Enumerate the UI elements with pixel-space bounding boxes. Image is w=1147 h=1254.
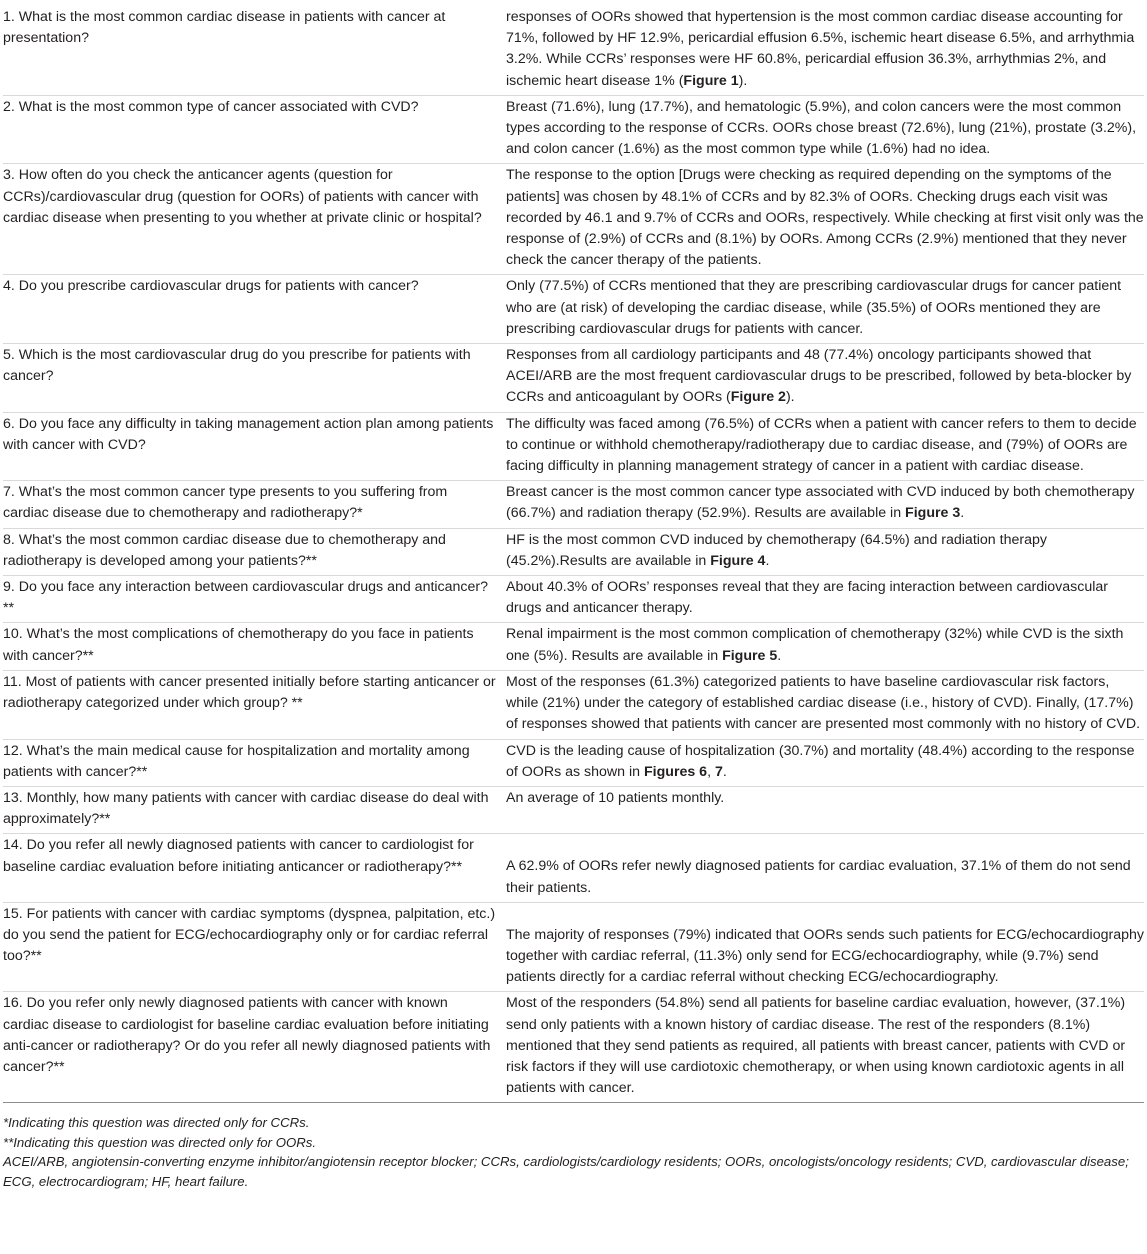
answer-text: CVD is the leading cause of hospitalization (30.7%) and mortality (48.4%) according to the response of OORs as shown in (506, 742, 1135, 780)
answer-cell (506, 670, 1144, 739)
table-row (3, 481, 1144, 528)
footnote-double-star: **Indicating this question was directed only for OORs. (3, 1134, 316, 1150)
answer-text: Renal impairment is the most common complication of chemotherapy (32%) while CVD is the sixth one (5%). Results are available in (506, 626, 1124, 664)
answer-text: responses of OORs showed that hypertension is the most common cardiac disease accounting for 71%, followed by HF 12.9%, pericardial effusion 6.5%, ischemic heart disease 6.5%, and arrhythmia 3.2%. While CCRs’ responses were HF 60.8%, pericardial effusion 36.3%, arrhythmias 2%, and ischemic heart disease 1% ( (506, 9, 1135, 89)
answer-cell (506, 164, 1144, 275)
table-row (3, 992, 1144, 1103)
question-cell: 6. Do you face any difficulty in taking management action plan among patients with cancer with CVD? (3, 415, 494, 453)
answer-text: About 40.3% of OORs’ responses reveal that they are facing interaction between cardiovascular drugs and anticancer therapy. (506, 579, 1108, 617)
table-row (3, 275, 1144, 344)
answer-cell (506, 576, 1144, 623)
question-cell: 15. For patients with cancer with cardiac symptoms (dyspnea, palpitation, etc.) do you send the patient for ECG/echocardiography only or for cardiac referral too?** (3, 905, 496, 965)
answer-text: Breast (71.6%), lung (17.7%), and hematologic (5.9%), and colon cancers were the most common types according to the response of CCRs. OORs chose breast (72.6%), lung (21%), prostate (3.2%), and colon cancer (1.6%) as the most common type while (1.6%) had no idea. (506, 98, 1137, 158)
figure-reference: Figure 3 (905, 505, 961, 522)
table-row (3, 834, 1144, 902)
answer-text: The difficulty was faced among (76.5%) of CCRs when a patient with cancer refers to them to decide to continue or withhold chemotherapy/radiotherapy due to cardiac disease, and (79%) of OORs are facing difficulty in planning management strategy of cancer in a patient with cardiac disease. (506, 415, 1137, 475)
answer-text: Only (77.5%) of CCRs mentioned that they are prescribing cardiovascular drugs for cancer patient who are (at risk) of developing the cardiac disease, while (35.5%) of OORs mentioned they are prescribing cardiovascular drugs for patients with cancer. (506, 278, 1122, 337)
footnote-single-star: *Indicating this question was directed only for CCRs. (3, 1115, 310, 1131)
answer-text: . (960, 505, 965, 522)
answer-text: An average of 10 patients monthly. (506, 789, 725, 806)
table-row (3, 95, 1144, 164)
figure-reference: Figure 4 (710, 552, 766, 569)
question-cell: 14. Do you refer all newly diagnosed patients with cancer to cardiologist for baseline cardiac evaluation before initiating anticancer or radiotherapy?** (3, 837, 474, 875)
answer-text: A 62.9% of OORs refer newly diagnosed patients for cardiac evaluation, 37.1% of them do not send their patients. (506, 858, 1131, 896)
table-row (3, 786, 1144, 833)
answer-text: Most of the responders (54.8%) send all patients for baseline cardiac evaluation, however, (37.1%) send only patients with a known history of cardiac disease. The rest of the responders (8.1%) mentioned that they send patients as required, all patients with breast cancer, patients with CVD or risk factors if they will use cardiotoxic chemotherapy, or when using known cardiotoxic agents in all patients with cancer. (506, 995, 1126, 1097)
answer-cell (506, 275, 1144, 344)
question-cell: 3. How often do you check the anticancer agents (question for CCRs)/cardiovascular drug (question for OORs) of patients with cancer with cardiac disease when presenting to you whether at private clinic or hospital? (3, 167, 482, 226)
question-cell: 8. What’s the most common cardiac disease due to chemotherapy and radiotherapy is developed among your patients?** (3, 531, 446, 569)
answer-text: Most of the responses (61.3%) categorized patients to have baseline cardiovascular risk factors, while (21%) under the category of established cardiac disease (i.e., history of CVD). Finally, (17.7%) of responses showed that patients with cancer are presented most commonly with no history of CVD. (506, 673, 1141, 733)
answer-text: The majority of responses (79%) indicated that OORs sends such patients for ECG/echocardiography together with cardiac referral, (11.3%) only send for ECG/echocardiography, while (9.7%) send patients directly for a cardiac referral without checking ECG/echocardiography. (506, 926, 1144, 986)
answer-cell (506, 344, 1144, 413)
answer-cell (506, 834, 1144, 902)
footnote-abbreviations: ACEI/ARB, angiotensin-converting enzyme inhibitor/angiotensin receptor blocker; CCRs, cardiologists/cardiology residents; OORs, oncologists/oncology residents; CVD, cardiovascular disease; ECG, electrocardiogram; HF, heart failure. (3, 1154, 1129, 1189)
answer-text: ). (738, 72, 748, 89)
answer-text: HF is the most common CVD induced by chemotherapy (64.5%) and radiation therapy (45.2%).Results are available in (506, 531, 1047, 569)
question-cell: 11. Most of patients with cancer presented initially before starting anticancer or radiotherapy categorized under which group? ** (3, 673, 496, 712)
question-cell: 7. What’s the most common cancer type presents to you suffering from cardiac disease due to chemotherapy and radiotherapy?* (3, 484, 448, 522)
table-row (3, 344, 1144, 413)
answer-cell (506, 412, 1144, 481)
question-cell: 1. What is the most common cardiac disease in patients with cancer at presentation? (3, 9, 446, 47)
table-row (3, 902, 1144, 992)
figure-reference: Figures 6 (644, 763, 708, 780)
answer-cell (506, 481, 1144, 528)
table-row (3, 528, 1144, 575)
answer-text: , (707, 763, 715, 780)
answer-text: The response to the option [Drugs were checking as required depending on the symptoms of the patients] was chosen by 48.1% of CCRs and by 82.3% of OORs. Checking drugs each visit was recorded by 46.1 and 9.7% of CCRs and OORs, respectively. While checking at first visit only was the response of (2.9%) of CCRs and (8.1%) by OORs. Among CCRs (2.9%) mentioned that they never check the cancer therapy of the patients. (506, 167, 1144, 269)
answer-cell (506, 786, 1144, 833)
figure-reference: Figure 1 (683, 72, 739, 89)
table-row (3, 6, 1144, 95)
answer-text: . (765, 552, 770, 569)
answer-cell (506, 95, 1144, 164)
question-cell: 10. What’s the most complications of chemotherapy do you face in patients with cancer?** (3, 626, 474, 664)
answer-cell (506, 739, 1144, 786)
answer-text: . (722, 763, 727, 780)
question-cell: 16. Do you refer only newly diagnosed patients with cancer with known cardiac disease to cardiologist for baseline cardiac evaluation before initiating anti-cancer or radiotherapy? Or do you refer all newly diagnosed patients with cancer?** (3, 995, 491, 1075)
answer-cell (506, 902, 1144, 992)
question-cell: 4. Do you prescribe cardiovascular drugs for patients with cancer? (3, 278, 419, 295)
answer-cell (506, 6, 1144, 95)
questionnaire-table (3, 6, 1144, 1103)
question-cell: 5. Which is the most cardiovascular drug do you prescribe for patients with cancer? (3, 347, 471, 385)
question-cell: 9. Do you face any interaction between cardiovascular drugs and anticancer?** (3, 579, 489, 617)
answer-cell (506, 528, 1144, 575)
table-row (3, 739, 1144, 786)
table-footnotes (3, 1113, 1143, 1191)
answer-text: ). (785, 389, 795, 406)
question-cell: 13. Monthly, how many patients with cancer with cardiac disease do deal with approximately?** (3, 789, 489, 828)
figure-reference: 7 (714, 763, 723, 780)
answer-text: Responses from all cardiology participants and 48 (77.4%) oncology participants showed that ACEI/ARB are the most frequent cardiovascular drugs to be prescribed, followed by beta-blocker by CCRs and anticoagulant by OORs ( (506, 347, 1132, 406)
question-cell: 12. What’s the main medical cause for hospitalization and mortality among patients with cancer?** (3, 742, 470, 780)
table-row (3, 670, 1144, 739)
table-row (3, 412, 1144, 481)
figure-reference: Figure 2 (730, 389, 786, 406)
answer-cell (506, 992, 1144, 1103)
table-row (3, 164, 1144, 275)
answer-text: Breast cancer is the most common cancer type associated with CVD induced by both chemotherapy (66.7%) and radiation therapy (52.9%). Results are available in (506, 484, 1135, 522)
answer-text: . (777, 647, 782, 664)
table-row (3, 576, 1144, 623)
table-row (3, 623, 1144, 670)
questionnaire-table-body (3, 6, 1144, 1103)
answer-cell (506, 623, 1144, 670)
question-cell: 2. What is the most common type of cancer associated with CVD? (3, 98, 419, 115)
figure-reference: Figure 5 (722, 647, 778, 664)
